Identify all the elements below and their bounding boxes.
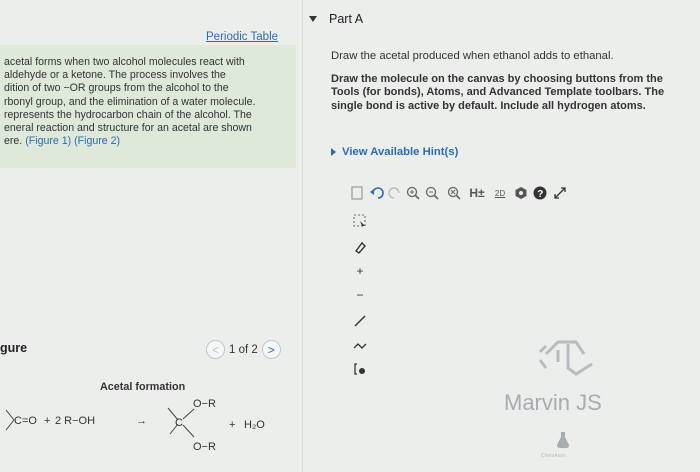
- top-toolbar: [346, 174, 700, 212]
- bracket-tool-icon[interactable]: [352, 360, 368, 378]
- zoom-in-icon[interactable]: [404, 183, 422, 203]
- periodic-table-link[interactable]: Periodic Table: [206, 31, 279, 43]
- new-document-icon[interactable]: [346, 183, 368, 203]
- bond-line: [183, 409, 194, 419]
- intro-line-last: [4, 135, 290, 148]
- left-pane: [0, 0, 302, 472]
- marvin-logo-icon: [536, 324, 626, 379]
- view-hints-link[interactable]: [331, 146, 458, 158]
- charge-minus-button[interactable]: −: [356, 288, 364, 302]
- marvin-brand-text: Marvin JS: [504, 390, 602, 415]
- carbonyl-label: C=O: [14, 415, 37, 427]
- next-figure-button[interactable]: >: [262, 340, 281, 359]
- charge-plus-button[interactable]: +: [356, 264, 364, 278]
- fullscreen-icon[interactable]: [550, 183, 570, 203]
- intro-text: [4, 56, 290, 148]
- chain-tool-icon[interactable]: [352, 336, 368, 354]
- intro-line: dition of two −OR groups from the alcohol to the: [4, 82, 229, 95]
- intro-line: eneral reaction and structure for an acetal are shown: [4, 122, 252, 135]
- instructions-text: Draw the molecule on the canvas by choosing buttons from the Tools (for bonds), Atoms, and Advanced Template toolbars. The single bond is active by default. Include all hydrogen atoms.: [331, 73, 665, 112]
- pager-text: 1 of 2: [229, 343, 258, 356]
- selection-tool-icon[interactable]: [352, 212, 368, 230]
- svg-text:?: ?: [537, 189, 544, 200]
- intro-box: [0, 45, 296, 168]
- top-or-group: O−R: [193, 398, 216, 410]
- intro-line: represents the hydrocarbon chain of the alcohol. The: [4, 108, 252, 121]
- bond-line: [6, 410, 14, 420]
- zoom-out-icon[interactable]: [422, 183, 442, 203]
- collapse-triangle-icon[interactable]: [309, 16, 317, 22]
- bottom-or-group: O−R: [193, 441, 216, 453]
- intro-line: ere.: [4, 135, 23, 148]
- settings-hex-icon[interactable]: [512, 183, 530, 203]
- prev-figure-button[interactable]: <: [206, 340, 225, 359]
- figure-title: Acetal formation: [100, 381, 186, 393]
- caret-right-icon: [331, 148, 336, 156]
- plus-sign: +: [229, 419, 236, 431]
- clean-2d-button[interactable]: 2D: [494, 188, 506, 198]
- chemaxon-flask-icon: [556, 432, 570, 448]
- question-text: Draw the acetal produced when ethanol adds to ethanal.: [331, 50, 614, 62]
- figure-1-link[interactable]: (Figure 1): [25, 135, 72, 148]
- bond-line: [6, 420, 14, 430]
- intro-line: aldehyde or a ketone. The process involves the: [4, 69, 226, 82]
- right-pane: [303, 0, 700, 472]
- help-icon[interactable]: [530, 183, 550, 203]
- alcohol-label: 2 R−OH: [55, 415, 96, 427]
- bond-line: [183, 425, 194, 437]
- figure-pager: [206, 340, 281, 359]
- marvin-editor[interactable]: [346, 174, 700, 472]
- plus-sign: +: [44, 415, 51, 427]
- figure-label: gure: [0, 341, 28, 355]
- hints-label: View Available Hint(s): [342, 146, 459, 158]
- central-carbon: C: [175, 417, 183, 429]
- part-header[interactable]: [309, 12, 363, 26]
- figure-2-link[interactable]: (Figure 2): [74, 135, 121, 148]
- acetal-reaction-diagram: [0, 392, 302, 462]
- intro-line: acetal forms when two alcohol molecules react with: [4, 56, 245, 68]
- redo-icon[interactable]: [386, 183, 404, 203]
- water-label: H₂O: [244, 419, 265, 431]
- eraser-icon[interactable]: [352, 238, 368, 256]
- reaction-arrow: →: [136, 415, 147, 427]
- undo-icon[interactable]: [368, 183, 386, 203]
- hydrogen-toggle-button[interactable]: H±: [469, 186, 485, 200]
- intro-line: rbonyl group, and the elimination of a water molecule.: [4, 95, 256, 108]
- zoom-fit-icon[interactable]: [442, 183, 466, 203]
- chemaxon-text: ChemAxon: [541, 453, 566, 459]
- part-title: Part A: [329, 12, 364, 26]
- left-toolbar: [346, 212, 374, 372]
- single-bond-icon[interactable]: [352, 312, 368, 330]
